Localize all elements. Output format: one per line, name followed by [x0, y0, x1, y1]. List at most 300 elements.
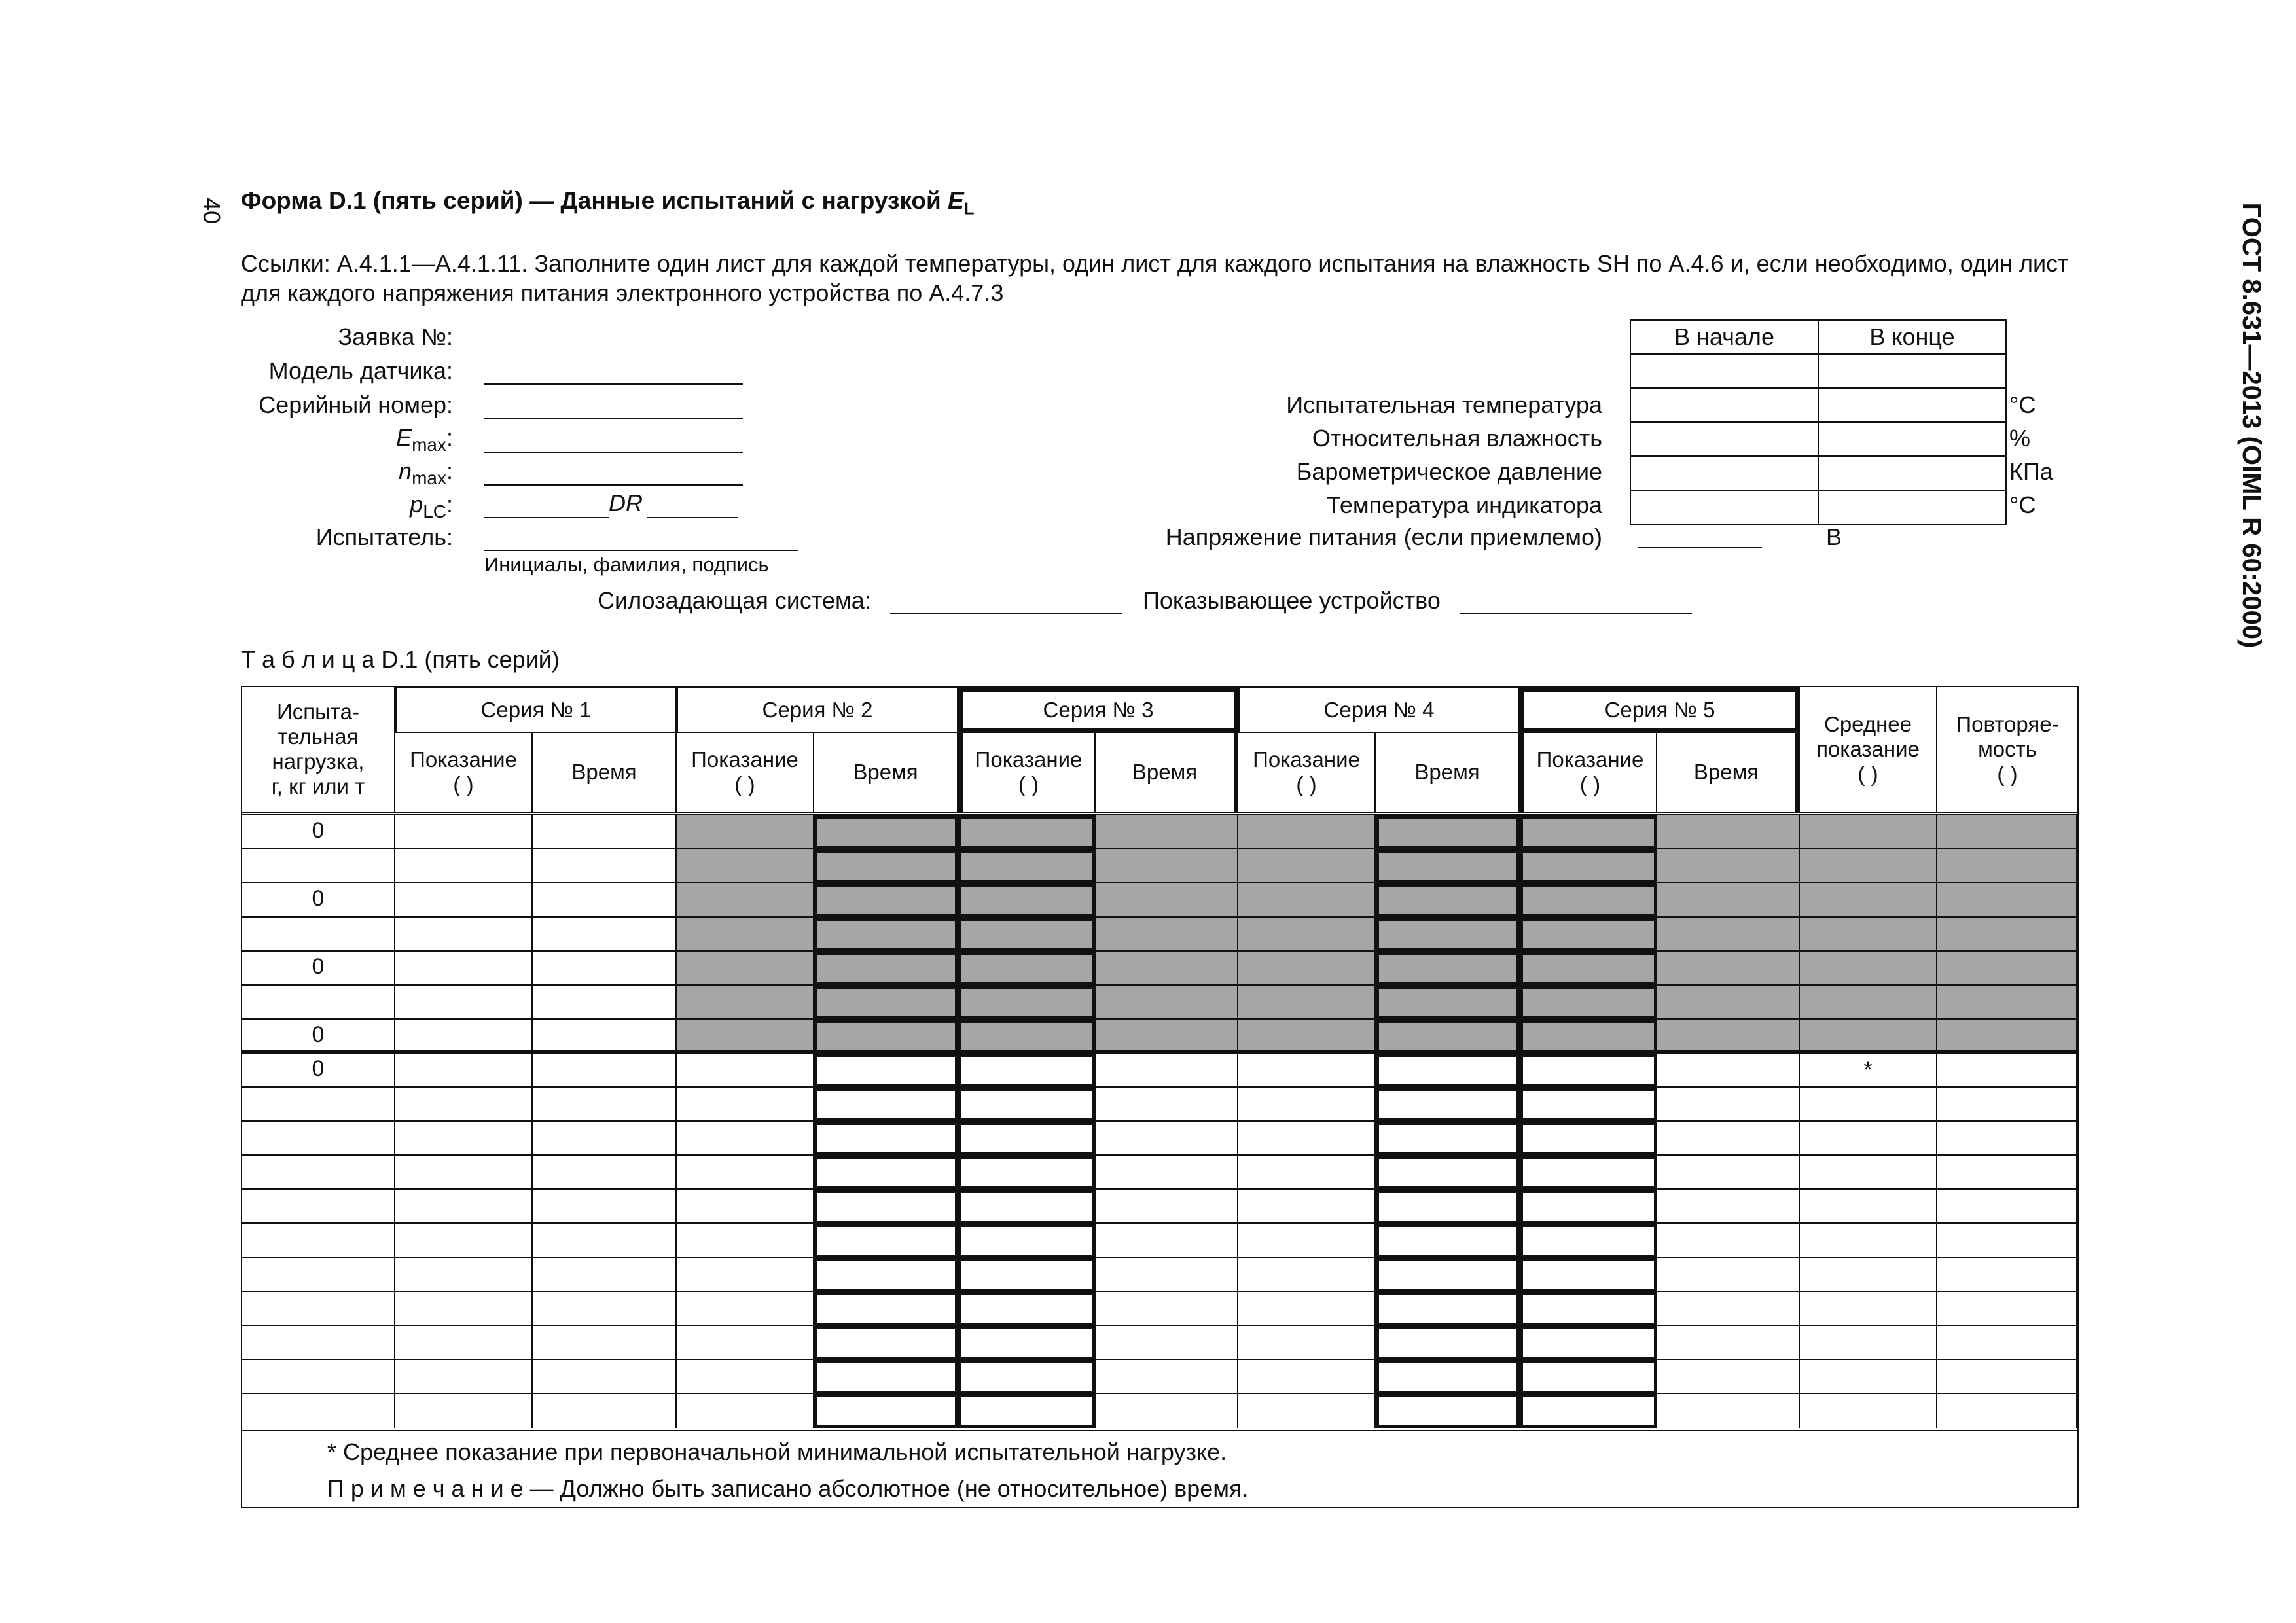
data-cell[interactable] — [1937, 1122, 2077, 1156]
cond-cell[interactable] — [1630, 354, 1818, 388]
data-cell[interactable] — [1657, 1156, 1800, 1190]
reading-header: Показание ( ) — [1238, 733, 1376, 812]
data-cell[interactable] — [958, 986, 1096, 1020]
data-cell[interactable] — [533, 918, 677, 952]
data-cell[interactable] — [1800, 1326, 1937, 1360]
data-cell[interactable] — [1937, 1360, 2077, 1394]
data-cell[interactable] — [395, 1088, 533, 1122]
data-cell[interactable] — [1800, 1360, 1937, 1394]
load-cell — [242, 1224, 395, 1258]
load-value: 0 — [312, 818, 325, 843]
data-cell[interactable] — [533, 1360, 677, 1394]
data-cell[interactable] — [533, 1394, 677, 1428]
plc-colon: : — [446, 491, 453, 518]
data-cell[interactable] — [1937, 1088, 2077, 1122]
data-cell[interactable] — [1520, 918, 1657, 952]
load-cell — [242, 1122, 395, 1156]
data-cell[interactable] — [395, 952, 533, 986]
reading-header: Показание ( ) — [1520, 733, 1657, 812]
data-cell[interactable] — [1376, 1054, 1520, 1088]
cond-cell[interactable] — [1630, 490, 1818, 524]
data-cell[interactable] — [395, 815, 533, 849]
data-cell[interactable] — [533, 1054, 677, 1088]
data-cell[interactable] — [1096, 952, 1238, 986]
cond-cell[interactable] — [1818, 354, 2006, 388]
data-cell[interactable] — [1937, 952, 2077, 986]
reading-header: Показание ( ) — [395, 733, 533, 812]
time-header: Время — [1096, 733, 1238, 812]
time-header: Время — [814, 733, 958, 812]
data-cell[interactable] — [677, 1224, 814, 1258]
data-cell[interactable] — [533, 986, 677, 1020]
data-cell[interactable] — [958, 1394, 1096, 1428]
data-cell[interactable] — [1096, 1394, 1238, 1428]
data-cell[interactable] — [1937, 1156, 2077, 1190]
data-cell[interactable] — [1520, 1122, 1657, 1156]
data-cell[interactable] — [395, 1122, 533, 1156]
data-cell[interactable] — [1376, 1394, 1520, 1428]
data-cell[interactable] — [395, 1360, 533, 1394]
data-cell[interactable] — [1657, 1360, 1800, 1394]
data-cell[interactable] — [677, 1360, 814, 1394]
load-value: 0 — [312, 954, 325, 979]
data-cell[interactable] — [1096, 1258, 1238, 1292]
references-text: Ссылки: А.4.1.1—А.4.1.11. Заполните один лист для каждой температуры, один лист для каждого испытания на влажность SH по А.4.6 и, если необходимо, один лист для каждого напряжения питания электронного устройства по А.4.7.3 — [241, 250, 2069, 306]
load-cell — [242, 1292, 395, 1326]
voltage-field[interactable] — [1638, 547, 1762, 548]
cond-col-start: В начале — [1630, 320, 1818, 354]
data-cell[interactable] — [1520, 1326, 1657, 1360]
emax-sub: max — [412, 435, 446, 455]
load-cell — [242, 815, 395, 849]
data-cell[interactable] — [395, 883, 533, 918]
data-cell[interactable] — [533, 1292, 677, 1326]
data-cell[interactable] — [1520, 952, 1657, 986]
data-cell[interactable] — [533, 1224, 677, 1258]
data-cell[interactable] — [1937, 918, 2077, 952]
data-cell[interactable] — [1376, 1088, 1520, 1122]
data-cell[interactable] — [533, 815, 677, 849]
data-cell[interactable] — [1238, 1292, 1376, 1326]
sensor-model-field[interactable] — [484, 383, 743, 385]
data-cell[interactable] — [1657, 883, 1800, 918]
load-value: 0 — [312, 1056, 325, 1081]
cond-col-end: В конце — [1818, 320, 2006, 354]
data-cell[interactable] — [1238, 1258, 1376, 1292]
data-cell[interactable] — [677, 883, 814, 918]
load-value: 0 — [312, 1022, 325, 1047]
data-cell[interactable] — [1376, 986, 1520, 1020]
data-cell[interactable] — [1520, 1054, 1657, 1088]
data-cell[interactable] — [814, 1292, 958, 1326]
load-cell — [242, 1394, 395, 1428]
data-cell[interactable] — [1520, 849, 1657, 883]
data-cell[interactable] — [958, 1020, 1096, 1054]
data-cell[interactable] — [1376, 883, 1520, 918]
data-cell[interactable] — [958, 1122, 1096, 1156]
data-cell[interactable] — [958, 918, 1096, 952]
data-cell[interactable] — [395, 1020, 533, 1054]
tester-label: Испытатель: — [315, 524, 453, 550]
data-cell[interactable] — [395, 986, 533, 1020]
emax-base: E — [396, 424, 412, 451]
data-cell[interactable] — [1800, 1020, 1937, 1054]
standard-designation: ГОСТ 8.631—2013 (OIML R 60:2000) — [2237, 202, 2266, 649]
data-cell[interactable] — [677, 1394, 814, 1428]
data-cell[interactable] — [1238, 883, 1376, 918]
data-cell[interactable] — [958, 1088, 1096, 1122]
data-cell[interactable] — [1937, 1258, 2077, 1292]
data-cell[interactable] — [1657, 1292, 1800, 1326]
data-cell[interactable] — [1657, 1054, 1800, 1088]
data-cell[interactable] — [1800, 986, 1937, 1020]
data-cell[interactable] — [1520, 1190, 1657, 1224]
data-cell[interactable] — [1937, 1190, 2077, 1224]
data-cell[interactable] — [1520, 883, 1657, 918]
data-cell[interactable] — [1657, 1122, 1800, 1156]
data-cell[interactable] — [1238, 1122, 1376, 1156]
data-cell[interactable] — [958, 1190, 1096, 1224]
data-cell[interactable] — [814, 1156, 958, 1190]
cond-label-temp: Испытательная температура — [1286, 391, 1602, 418]
data-cell[interactable] — [814, 952, 958, 986]
data-cell[interactable] — [1800, 815, 1937, 849]
data-cell[interactable] — [533, 1020, 677, 1054]
data-cell[interactable] — [533, 1088, 677, 1122]
data-cell[interactable] — [1657, 986, 1800, 1020]
data-cell[interactable] — [1520, 1292, 1657, 1326]
serial-field[interactable] — [484, 418, 743, 419]
data-cell[interactable] — [677, 1156, 814, 1190]
data-cell[interactable] — [677, 1088, 814, 1122]
data-cell[interactable] — [814, 849, 958, 883]
data-cell[interactable] — [395, 1326, 533, 1360]
data-cell[interactable] — [1096, 1224, 1238, 1258]
data-cell[interactable] — [1520, 1258, 1657, 1292]
data-cell[interactable] — [1238, 1054, 1376, 1088]
plc-field[interactable] — [484, 517, 609, 518]
table-caption: Т а б л и ц а D.1 (пять серий) — [241, 646, 560, 673]
data-cell[interactable] — [1800, 1190, 1937, 1224]
data-cell[interactable] — [958, 815, 1096, 849]
data-cell[interactable] — [1937, 849, 2077, 883]
nmax-label — [217, 457, 453, 489]
data-cell[interactable] — [1937, 883, 2077, 918]
data-cell[interactable] — [395, 1292, 533, 1326]
data-cell[interactable] — [1096, 1326, 1238, 1360]
data-cell[interactable] — [814, 918, 958, 952]
data-cell[interactable] — [1376, 1292, 1520, 1326]
data-cell[interactable] — [677, 1122, 814, 1156]
data-cell[interactable] — [814, 1054, 958, 1088]
footnote: * Среднее показание при первоначальной минимальной испытательной нагрузке. — [327, 1438, 1227, 1465]
nmax-field[interactable] — [484, 484, 743, 486]
data-cell[interactable] — [1937, 1292, 2077, 1326]
data-cell[interactable] — [1657, 1190, 1800, 1224]
form-title-text: Форма D.1 (пять серий) — Данные испытаний с нагрузкой — [241, 187, 948, 214]
data-cell[interactable] — [1096, 1360, 1238, 1394]
data-cell[interactable] — [1937, 1394, 2077, 1428]
data-cell[interactable] — [1238, 918, 1376, 952]
data-cell[interactable] — [814, 1020, 958, 1054]
data-cell[interactable] — [677, 849, 814, 883]
cond-label-pressure: Барометрическое давление — [1296, 458, 1602, 485]
cond-unit-pressure: КПа — [2009, 458, 2053, 485]
serial-label: Серийный номер: — [259, 391, 453, 418]
data-cell[interactable] — [533, 1326, 677, 1360]
series-header: Серия № 1 — [395, 687, 677, 733]
data-cell[interactable] — [1657, 1326, 1800, 1360]
data-cell[interactable] — [1238, 1156, 1376, 1190]
series-header: Серия № 5 — [1520, 687, 1800, 733]
cond-cell[interactable] — [1818, 490, 2006, 524]
data-cell[interactable] — [677, 1190, 814, 1224]
data-cell[interactable] — [1096, 1122, 1238, 1156]
data-cell[interactable] — [1937, 1326, 2077, 1360]
data-cell[interactable] — [1376, 1258, 1520, 1292]
data-cell[interactable] — [533, 1258, 677, 1292]
data-cell[interactable] — [1520, 1088, 1657, 1122]
repeatability-header: Повторяе- мость ( ) — [1956, 712, 2059, 786]
data-cell[interactable] — [814, 883, 958, 918]
data-cell[interactable] — [677, 1292, 814, 1326]
data-cell[interactable] — [1657, 1258, 1800, 1292]
data-cell[interactable] — [1376, 952, 1520, 986]
data-cell[interactable] — [1096, 815, 1238, 849]
time-header: Время — [533, 733, 677, 812]
data-cell[interactable] — [533, 849, 677, 883]
voltage-label: Напряжение питания (если приемлемо) — [1165, 524, 1602, 550]
data-cell[interactable] — [958, 1360, 1096, 1394]
data-cell[interactable] — [677, 1326, 814, 1360]
force-system-field[interactable] — [890, 613, 1122, 614]
table-footer — [242, 1430, 2077, 1431]
data-cell[interactable] — [958, 849, 1096, 883]
form-title-sub: L — [963, 198, 975, 219]
data-cell[interactable] — [1800, 883, 1937, 918]
data-cell[interactable] — [1376, 1020, 1520, 1054]
data-cell[interactable] — [1238, 849, 1376, 883]
time-header: Время — [1376, 733, 1520, 812]
data-cell[interactable] — [1937, 815, 2077, 849]
data-cell[interactable] — [1520, 1394, 1657, 1428]
data-cell[interactable] — [814, 1190, 958, 1224]
data-cell[interactable] — [1096, 1054, 1238, 1088]
data-cell[interactable] — [1657, 1224, 1800, 1258]
data-cell[interactable] — [1937, 986, 2077, 1020]
data-cell[interactable] — [1937, 1020, 2077, 1054]
data-cell[interactable] — [1657, 1088, 1800, 1122]
data-cell[interactable] — [1657, 1394, 1800, 1428]
data-cell[interactable] — [395, 1156, 533, 1190]
data-cell[interactable] — [1376, 849, 1520, 883]
data-cell[interactable] — [958, 952, 1096, 986]
emax-colon: : — [446, 424, 453, 451]
data-cell[interactable] — [395, 1190, 533, 1224]
indicator-field[interactable] — [1460, 613, 1692, 614]
data-cell[interactable] — [533, 883, 677, 918]
data-cell[interactable] — [1800, 1054, 1937, 1088]
data-cell[interactable] — [1800, 952, 1937, 986]
data-cell[interactable] — [814, 1360, 958, 1394]
data-cell[interactable] — [1376, 1224, 1520, 1258]
data-cell[interactable] — [958, 1054, 1096, 1088]
data-cell[interactable] — [814, 1224, 958, 1258]
data-cell[interactable] — [677, 918, 814, 952]
load-cell — [242, 849, 395, 883]
cond-cell[interactable] — [1630, 456, 1818, 490]
data-cell[interactable] — [1238, 1088, 1376, 1122]
data-cell[interactable] — [533, 952, 677, 986]
series-header: Серия № 3 — [958, 687, 1238, 733]
cond-cell[interactable] — [1630, 388, 1818, 422]
data-cell[interactable] — [677, 1020, 814, 1054]
data-cell[interactable] — [677, 986, 814, 1020]
data-cell[interactable] — [1520, 815, 1657, 849]
data-cell[interactable] — [1376, 918, 1520, 952]
cond-cell[interactable] — [1818, 388, 2006, 422]
series-header: Серия № 4 — [1238, 687, 1520, 733]
load-cell — [242, 1258, 395, 1292]
data-cell[interactable] — [1657, 1020, 1800, 1054]
cond-cell[interactable] — [1818, 456, 2006, 490]
data-cell[interactable] — [1096, 1190, 1238, 1224]
cond-unit-humidity: % — [2009, 425, 2031, 452]
series-header: Серия № 2 — [677, 687, 958, 733]
data-cell[interactable] — [1657, 918, 1800, 952]
data-cell[interactable] — [533, 1156, 677, 1190]
data-cell[interactable] — [1096, 849, 1238, 883]
data-cell[interactable] — [1238, 1224, 1376, 1258]
data-cell[interactable] — [395, 1224, 533, 1258]
data-cell[interactable] — [1238, 952, 1376, 986]
data-cell[interactable] — [1376, 815, 1520, 849]
data-cell[interactable] — [1800, 918, 1937, 952]
data-cell[interactable] — [395, 1258, 533, 1292]
data-cell[interactable] — [814, 1326, 958, 1360]
data-cell[interactable] — [1376, 1360, 1520, 1394]
data-cell[interactable] — [958, 883, 1096, 918]
data-cell[interactable] — [1376, 1326, 1520, 1360]
cond-label-humidity: Относительная влажность — [1312, 425, 1602, 452]
load-cell — [242, 918, 395, 952]
data-cell[interactable] — [1520, 986, 1657, 1020]
data-cell[interactable] — [533, 1122, 677, 1156]
emax-field[interactable] — [484, 452, 743, 453]
form-title-e: E — [948, 187, 964, 214]
data-cell[interactable] — [814, 1258, 958, 1292]
plc-sub: LC — [423, 501, 446, 522]
tester-field[interactable] — [484, 550, 798, 551]
data-cell[interactable] — [395, 849, 533, 883]
nmax-sub: max — [412, 468, 446, 489]
data-cell[interactable] — [1238, 1190, 1376, 1224]
data-cell[interactable] — [677, 1258, 814, 1292]
data-cell[interactable] — [814, 1088, 958, 1122]
conditions-table — [1630, 319, 2007, 525]
load-cell — [242, 1190, 395, 1224]
data-cell[interactable] — [1800, 1156, 1937, 1190]
data-cell[interactable] — [1238, 1326, 1376, 1360]
data-cell[interactable] — [1238, 986, 1376, 1020]
data-cell[interactable] — [814, 815, 958, 849]
data-cell[interactable] — [1800, 1292, 1937, 1326]
data-cell[interactable] — [814, 1394, 958, 1428]
data-cell[interactable] — [958, 1292, 1096, 1326]
data-cell[interactable] — [814, 1122, 958, 1156]
data-cell[interactable] — [1096, 1088, 1238, 1122]
data-cell[interactable] — [395, 918, 533, 952]
data-cell[interactable] — [1520, 1156, 1657, 1190]
time-header: Время — [1657, 733, 1800, 812]
data-cell[interactable] — [1800, 1258, 1937, 1292]
load-value: 0 — [312, 886, 325, 911]
data-cell[interactable] — [1376, 1156, 1520, 1190]
data-cell[interactable] — [1096, 1156, 1238, 1190]
load-cell — [242, 883, 395, 918]
data-cell[interactable] — [1520, 1360, 1657, 1394]
data-cell[interactable] — [1096, 986, 1238, 1020]
data-cell[interactable] — [1238, 1394, 1376, 1428]
data-cell[interactable] — [1657, 952, 1800, 986]
data-cell[interactable] — [1096, 1020, 1238, 1054]
data-cell[interactable] — [1238, 1360, 1376, 1394]
load-cell — [242, 1360, 395, 1394]
data-cell[interactable] — [395, 1054, 533, 1088]
data-cell[interactable] — [1657, 815, 1800, 849]
data-cell[interactable] — [395, 1394, 533, 1428]
dr-field[interactable] — [647, 517, 738, 518]
data-cell[interactable] — [1657, 849, 1800, 883]
data-cell[interactable] — [1800, 1088, 1937, 1122]
data-cell[interactable] — [533, 1190, 677, 1224]
cond-cell[interactable] — [1630, 422, 1818, 456]
data-cell[interactable] — [958, 1258, 1096, 1292]
load-cell — [242, 1156, 395, 1190]
data-cell[interactable] — [677, 952, 814, 986]
cond-cell[interactable] — [1818, 422, 2006, 456]
data-cell[interactable] — [1238, 815, 1376, 849]
data-cell[interactable] — [1520, 1020, 1657, 1054]
data-cell[interactable] — [1800, 849, 1937, 883]
cond-unit-indicator-temp: °С — [2009, 491, 2036, 518]
data-cell[interactable] — [1800, 1122, 1937, 1156]
data-cell[interactable] — [958, 1224, 1096, 1258]
data-cell[interactable] — [677, 815, 814, 849]
data-cell[interactable] — [958, 1156, 1096, 1190]
data-cell[interactable] — [1937, 1224, 2077, 1258]
data-cell[interactable] — [1096, 1292, 1238, 1326]
data-cell[interactable] — [814, 986, 958, 1020]
tester-caption: Инициалы, фамилия, подпись — [484, 553, 769, 576]
data-cell[interactable] — [1800, 1394, 1937, 1428]
data-cell[interactable] — [1800, 1224, 1937, 1258]
data-cell[interactable] — [1376, 1190, 1520, 1224]
load-column-header: Испыта- тельная нагрузка, г, кг или т — [242, 687, 395, 812]
plc-base: p — [410, 491, 423, 518]
data-cell[interactable] — [1096, 918, 1238, 952]
data-cell[interactable] — [1238, 1020, 1376, 1054]
cond-unit-temp: °С — [2009, 391, 2036, 418]
data-cell[interactable] — [677, 1054, 814, 1088]
data-cell[interactable] — [1096, 883, 1238, 918]
data-cell[interactable] — [1937, 1054, 2077, 1088]
data-cell[interactable] — [1520, 1224, 1657, 1258]
data-cell[interactable] — [1376, 1122, 1520, 1156]
load-cell — [242, 952, 395, 986]
load-cell — [242, 1054, 395, 1088]
data-cell[interactable] — [958, 1326, 1096, 1360]
